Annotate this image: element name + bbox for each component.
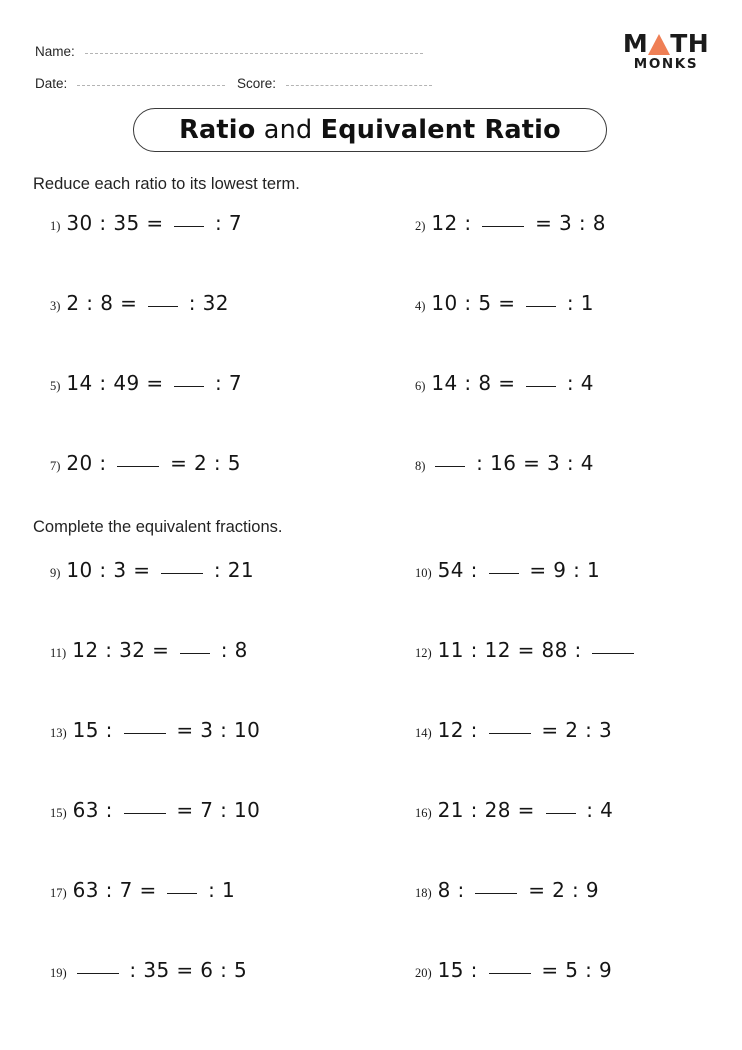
problem-expression [431, 291, 593, 315]
problem-expression-suffix: = 2 : 3 [534, 718, 613, 742]
problem-expression-suffix: : 4 [579, 798, 614, 822]
problem-number: 15) [50, 806, 67, 820]
problem-expression-prefix: 12 : 32 = [72, 638, 177, 662]
problem-item [50, 878, 235, 902]
instruction-section-1: Reduce each ratio to its lowest term. [33, 175, 300, 193]
problem-expression [66, 558, 254, 582]
answer-blank[interactable] [124, 733, 166, 734]
name-label: Name: [35, 44, 75, 59]
problem-item [415, 878, 599, 902]
problem-expression-suffix: = 7 : 10 [169, 798, 261, 822]
problem-expression-suffix: : 7 [208, 211, 243, 235]
problem-number: 14) [415, 726, 432, 740]
problem-number: 3) [50, 299, 61, 313]
problem-expression-suffix: = 2 : 9 [521, 878, 600, 902]
problem-expression-prefix: 12 : [431, 211, 479, 235]
problem-expression-prefix: 8 : [437, 878, 472, 902]
answer-blank[interactable] [482, 226, 524, 227]
problem-expression-prefix: 30 : 35 = [66, 211, 171, 235]
problem-item [50, 211, 242, 235]
problem-item [415, 638, 638, 662]
problem-expression-suffix: = 5 : 9 [534, 958, 613, 982]
problem-expression-prefix: 10 : 5 = [431, 291, 523, 315]
problem-expression-prefix: 21 : 28 = [437, 798, 542, 822]
instruction-section-2: Complete the equivalent fractions. [33, 518, 283, 536]
problem-expression [73, 798, 261, 822]
problem-expression [66, 211, 242, 235]
problem-item [415, 371, 594, 395]
problem-number: 16) [415, 806, 432, 820]
answer-blank[interactable] [526, 386, 556, 387]
problem-number: 20) [415, 966, 432, 980]
problem-expression-suffix: : 16 = 3 : 4 [469, 451, 594, 475]
problem-number: 11) [50, 646, 67, 660]
problem-expression-suffix: : 1 [560, 291, 594, 315]
problem-number: 5) [50, 379, 61, 393]
problem-expression-suffix: = 9 : 1 [522, 558, 601, 582]
problem-item [50, 291, 229, 315]
problem-item [415, 958, 612, 982]
answer-blank[interactable] [148, 306, 178, 307]
problem-expression-suffix: = 3 : 8 [528, 211, 606, 235]
answer-blank[interactable] [117, 466, 159, 467]
problem-expression-suffix: = 2 : 5 [163, 451, 241, 475]
problem-number: 12) [415, 646, 432, 660]
problem-expression [66, 371, 242, 395]
answer-blank[interactable] [546, 813, 576, 814]
problem-item [415, 558, 600, 582]
answer-blank[interactable] [489, 733, 531, 734]
answer-blank[interactable] [475, 893, 517, 894]
problem-expression-prefix: 63 : [72, 798, 120, 822]
problem-expression [438, 878, 599, 902]
problem-item [50, 718, 260, 742]
problem-expression-prefix: 14 : 8 = [431, 371, 523, 395]
problem-number: 13) [50, 726, 67, 740]
problem-expression-prefix: 14 : 49 = [66, 371, 171, 395]
problem-item [50, 798, 260, 822]
logo-letters-th: TH [670, 29, 710, 58]
problem-number: 6) [415, 379, 426, 393]
problem-item [415, 291, 594, 315]
problem-expression-suffix: : 8 [214, 638, 248, 662]
answer-blank[interactable] [489, 573, 519, 574]
problem-number: 10) [415, 566, 432, 580]
problem-item [415, 211, 606, 235]
answer-blank[interactable] [180, 653, 210, 654]
problem-expression-suffix: : 32 [182, 291, 229, 315]
problem-number: 7) [50, 459, 61, 473]
problem-number: 9) [50, 566, 61, 580]
problem-item [50, 558, 254, 582]
problem-expression-suffix: = 3 : 10 [169, 718, 261, 742]
problem-expression-suffix: : 35 = 6 : 5 [122, 958, 248, 982]
problem-number: 2) [415, 219, 426, 233]
problem-number: 18) [415, 886, 432, 900]
problem-number: 19) [50, 966, 67, 980]
problem-expression-suffix: : 21 [207, 558, 255, 582]
problem-expression [73, 958, 247, 982]
answer-blank[interactable] [592, 653, 634, 654]
logo-wordmark-monks: MONKS [633, 56, 699, 72]
problem-item [415, 718, 612, 742]
answer-blank[interactable] [124, 813, 166, 814]
problem-expression-prefix: 11 : 12 = 88 : [437, 638, 589, 662]
problem-expression-prefix: 15 : [437, 958, 485, 982]
problem-expression-prefix: 54 : [437, 558, 485, 582]
title-part-3: Equivalent Ratio [320, 115, 561, 145]
problem-expression [438, 638, 639, 662]
problem-number: 4) [415, 299, 426, 313]
problem-expression [438, 798, 614, 822]
problem-expression [72, 638, 248, 662]
problem-expression [73, 878, 235, 902]
problem-expression [438, 558, 600, 582]
problem-expression [73, 718, 261, 742]
title-part-2: and [263, 115, 313, 145]
title-part-1: Ratio [179, 115, 256, 145]
problem-number: 1) [50, 219, 61, 233]
problem-expression-prefix: 63 : 7 = [72, 878, 164, 902]
problem-expression-prefix: 20 : [66, 451, 114, 475]
problem-expression-suffix: : 7 [208, 371, 243, 395]
problem-expression [438, 718, 612, 742]
problem-expression-prefix: 2 : 8 = [66, 291, 144, 315]
problem-expression-suffix: : 1 [201, 878, 236, 902]
problem-expression-prefix: 15 : [72, 718, 120, 742]
problem-expression [438, 958, 612, 982]
answer-blank[interactable] [167, 893, 197, 894]
logo-letter-m: M [622, 29, 649, 58]
problem-item [50, 371, 242, 395]
problem-expression [431, 211, 605, 235]
problem-number: 8) [415, 459, 426, 473]
problem-item [50, 958, 247, 982]
answer-blank[interactable] [435, 466, 465, 467]
problem-expression [66, 291, 228, 315]
answer-blank[interactable] [161, 573, 203, 574]
problem-item [415, 798, 613, 822]
problem-item [415, 451, 594, 475]
answer-blank[interactable] [174, 226, 204, 227]
date-label: Date: [35, 76, 68, 91]
answer-blank[interactable] [489, 973, 531, 974]
problem-expression-suffix: : 4 [560, 371, 594, 395]
problem-expression [66, 451, 240, 475]
problem-expression [431, 371, 593, 395]
problem-expression-prefix: 12 : [437, 718, 485, 742]
score-label: Score: [237, 76, 277, 91]
problem-item [50, 638, 248, 662]
problem-expression [431, 451, 593, 475]
problem-item [50, 451, 241, 475]
answer-blank[interactable] [526, 306, 556, 307]
problem-number: 17) [50, 886, 67, 900]
answer-blank[interactable] [77, 973, 119, 974]
problem-expression-prefix: 10 : 3 = [66, 558, 158, 582]
answer-blank[interactable] [174, 386, 204, 387]
